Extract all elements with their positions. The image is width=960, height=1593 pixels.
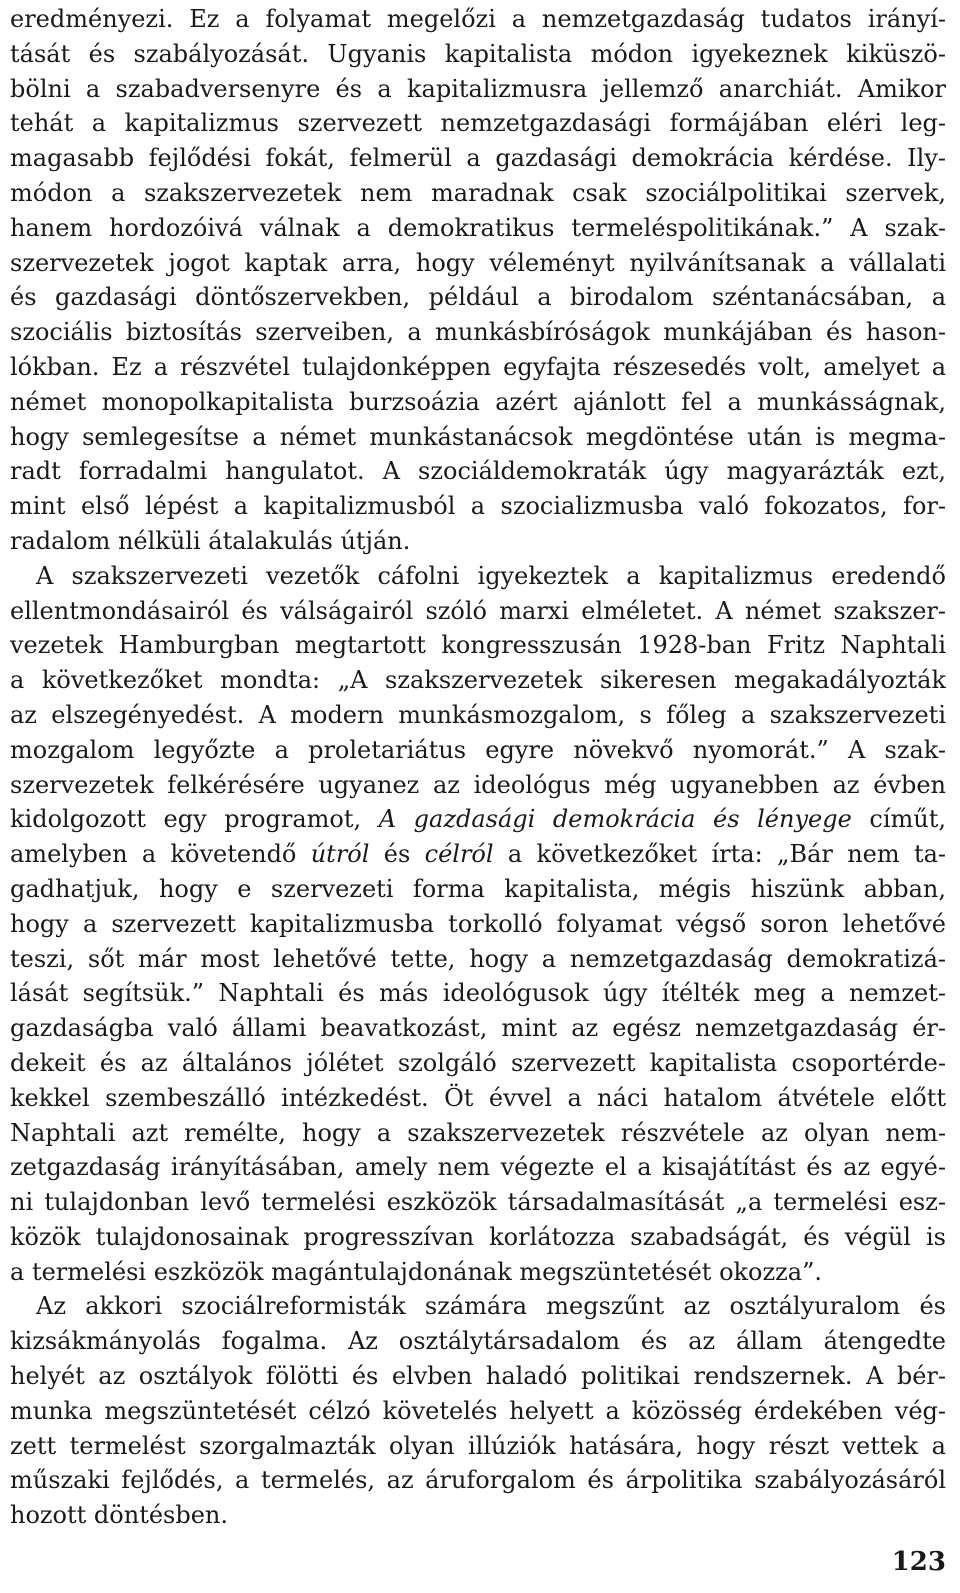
text-line bbox=[10, 663, 946, 698]
text-line bbox=[10, 698, 946, 733]
text-line bbox=[10, 37, 946, 72]
text-segment: hanem hordozóivá válnak a demokratikus termeléspolitikának.” A szak- bbox=[10, 213, 946, 242]
text-line bbox=[10, 559, 946, 594]
text-line bbox=[10, 211, 946, 246]
text-line bbox=[10, 594, 946, 629]
text-segment: helyét az osztályok fölötti és elvben haladó politikai rendszernek. A bér- bbox=[10, 1362, 946, 1391]
text-line bbox=[10, 1150, 946, 1185]
italic-text: célról bbox=[424, 840, 494, 869]
text-segment: zetgazdaság irányításában, amely nem végezte el a kisajátítást és az egyé- bbox=[10, 1153, 946, 1182]
text-line bbox=[10, 802, 946, 837]
paragraph bbox=[10, 1289, 946, 1533]
text-line bbox=[10, 1255, 946, 1290]
text-segment: módon a szakszervezetek nem maradnak csak szociálpolitikai szervek, bbox=[10, 178, 946, 207]
text-line bbox=[10, 976, 946, 1011]
text-segment: radalom nélküli átalakulás útján. bbox=[10, 526, 411, 555]
text-segment: kidolgozott egy programot, bbox=[10, 805, 379, 834]
text-segment: ni tulajdonban levő termelési eszközök társadalmasítását „a termelési esz- bbox=[10, 1188, 946, 1217]
text-line bbox=[10, 1185, 946, 1220]
text-line bbox=[10, 1289, 946, 1324]
text-line bbox=[10, 385, 946, 420]
text-segment: dekeit és az általános jólétet szolgáló szervezett kapitalista csoportérde- bbox=[10, 1048, 946, 1077]
text-line bbox=[10, 1324, 946, 1359]
text-segment: mint első lépést a kapitalizmusból a szocializmusba való fokozatos, for- bbox=[10, 492, 946, 521]
text-segment: német monopolkapitalista burzsoázia azért ajánlott fel a munkásságnak, bbox=[10, 387, 946, 416]
text-segment: és gazdasági döntőszervekben, például a birodalom széntanácsában, a bbox=[10, 283, 946, 312]
text-line bbox=[10, 72, 946, 107]
text-line bbox=[10, 489, 946, 524]
text-segment: a termelési eszközök magántulajdonának megszüntetését okozza”. bbox=[10, 1257, 823, 1286]
text-line bbox=[10, 141, 946, 176]
text-segment: hogy semlegesítse a német munkástanácsok megdöntése után is megma- bbox=[10, 422, 946, 451]
text-line bbox=[10, 907, 946, 942]
text-line bbox=[10, 768, 946, 803]
paragraph bbox=[10, 2, 946, 559]
text-segment: szervezetek jogot kaptak arra, hogy véleményt nyilvánítsanak a vállalati bbox=[10, 248, 946, 277]
text-segment: műszaki fejlődés, a termelés, az áruforgalom és árpolitika szabályozásáról bbox=[10, 1466, 946, 1495]
text-line bbox=[10, 1394, 946, 1429]
text-line bbox=[10, 350, 946, 385]
text-segment: és bbox=[369, 840, 425, 869]
text-segment: lókban. Ez a részvétel tulajdonképpen egyfajta részesedés volt, amelyet a bbox=[10, 352, 946, 381]
text-segment: hozott döntésben. bbox=[10, 1501, 229, 1530]
text-line bbox=[10, 628, 946, 663]
text-segment: gadhatjuk, hogy e szervezeti forma kapitalista, mégis hiszünk abban, bbox=[10, 874, 946, 903]
page-number: 123 bbox=[891, 1547, 946, 1577]
text-segment: kekkel szembeszálló intézkedést. Öt évvel a náci hatalom átvétele előtt bbox=[10, 1083, 946, 1112]
text-line bbox=[10, 1116, 946, 1151]
text-segment: kizsákmányolás fogalma. Az osztálytársadalom és az állam átengedte bbox=[10, 1327, 946, 1356]
paragraph bbox=[10, 559, 946, 1290]
text-segment: radt forradalmi hangulatot. A szociáldemokraták úgy magyarázták ezt, bbox=[10, 457, 946, 486]
text-segment: teszi, sőt már most lehetővé tette, hogy a nemzetgazdaság demokratizá- bbox=[10, 944, 946, 973]
italic-text: A gazdasági demokrácia és lényege bbox=[378, 805, 852, 834]
text-segment: a következőket írta: „Bár nem ta- bbox=[493, 840, 946, 869]
text-line bbox=[10, 106, 946, 141]
text-segment: Az akkori szociálreformisták számára megszűnt az osztályuralom és bbox=[36, 1292, 946, 1321]
text-segment: szociális biztosítás szerveiben, a munkásbíróságok munkájában és hason- bbox=[10, 318, 946, 347]
text-line bbox=[10, 1081, 946, 1116]
text-line bbox=[10, 1429, 946, 1464]
text-segment: ellentmondásairól és válságairól szóló marxi elméletet. A német szakszer- bbox=[10, 596, 946, 625]
text-segment: magasabb fejlődési fokát, felmerül a gazdasági demokrácia kérdése. Ily- bbox=[10, 144, 946, 173]
text-line bbox=[10, 1011, 946, 1046]
text-segment: az elszegényedést. A modern munkásmozgalom, s főleg a szakszervezeti bbox=[10, 700, 946, 729]
text-segment: eredményezi. Ez a folyamat megelőzi a nemzetgazdaság tudatos irányí- bbox=[10, 5, 946, 33]
text-line bbox=[10, 837, 946, 872]
text-line bbox=[10, 280, 946, 315]
text-line bbox=[10, 2, 946, 37]
body-text bbox=[10, 2, 946, 1533]
text-line bbox=[10, 942, 946, 977]
text-segment: zett termelést szorgalmazták olyan illúziók hatására, hogy részt vettek a bbox=[10, 1431, 946, 1460]
text-segment: címűt, bbox=[851, 805, 946, 834]
text-segment: szervezetek felkérésére ugyanez az ideológus még ugyanebben az évben bbox=[10, 770, 946, 799]
text-line bbox=[10, 1046, 946, 1081]
text-segment: mozgalom legyőzte a proletariátus egyre növekvő nyomorát.” A szak- bbox=[10, 735, 946, 764]
text-segment: amelyben a követendő bbox=[10, 840, 311, 869]
italic-text: útról bbox=[310, 840, 370, 869]
text-line bbox=[10, 733, 946, 768]
text-segment: tását és szabályozását. Ugyanis kapitalista módon igyekeznek kiküszö- bbox=[10, 39, 946, 68]
text-segment: gazdaságba való állami beavatkozást, mint az egész nemzetgazdaság ér- bbox=[10, 1014, 946, 1043]
text-segment: vezetek Hamburgban megtartott kongresszusán 1928-ban Fritz Naphtali bbox=[10, 631, 946, 660]
text-segment: a következőket mondta: „A szakszervezetek sikeresen megakadályozták bbox=[10, 666, 946, 695]
text-line bbox=[10, 1220, 946, 1255]
text-segment: A szakszervezeti vezetők cáfolni igyekeztek a kapitalizmus eredendő bbox=[36, 561, 946, 590]
text-line bbox=[10, 524, 946, 559]
text-line bbox=[10, 1498, 946, 1533]
text-line bbox=[10, 246, 946, 281]
text-segment: tehát a kapitalizmus szervezett nemzetgazdasági formájában eléri leg- bbox=[10, 109, 946, 138]
text-segment: lását segítsük.” Naphtali és más ideológusok úgy ítélték meg a nemzet- bbox=[10, 979, 946, 1008]
text-segment: Naphtali azt remélte, hogy a szakszervezetek részvétele az olyan nem- bbox=[10, 1118, 946, 1147]
text-line bbox=[10, 872, 946, 907]
text-segment: munka megszüntetését célzó követelés helyett a közösség érdekében vég- bbox=[10, 1396, 946, 1425]
text-segment: hogy a szervezett kapitalizmusba torkolló folyamat végső soron lehetővé bbox=[10, 909, 946, 938]
text-line bbox=[10, 1359, 946, 1394]
text-line bbox=[10, 176, 946, 211]
text-line bbox=[10, 315, 946, 350]
text-segment: közök tulajdonosainak progresszívan korlátozza szabadságát, és végül is bbox=[10, 1222, 946, 1251]
text-line bbox=[10, 1463, 946, 1498]
text-segment: bölni a szabadversenyre és a kapitalizmusra jellemző anarchiát. Amikor bbox=[10, 74, 946, 103]
text-line bbox=[10, 420, 946, 455]
text-line bbox=[10, 454, 946, 489]
